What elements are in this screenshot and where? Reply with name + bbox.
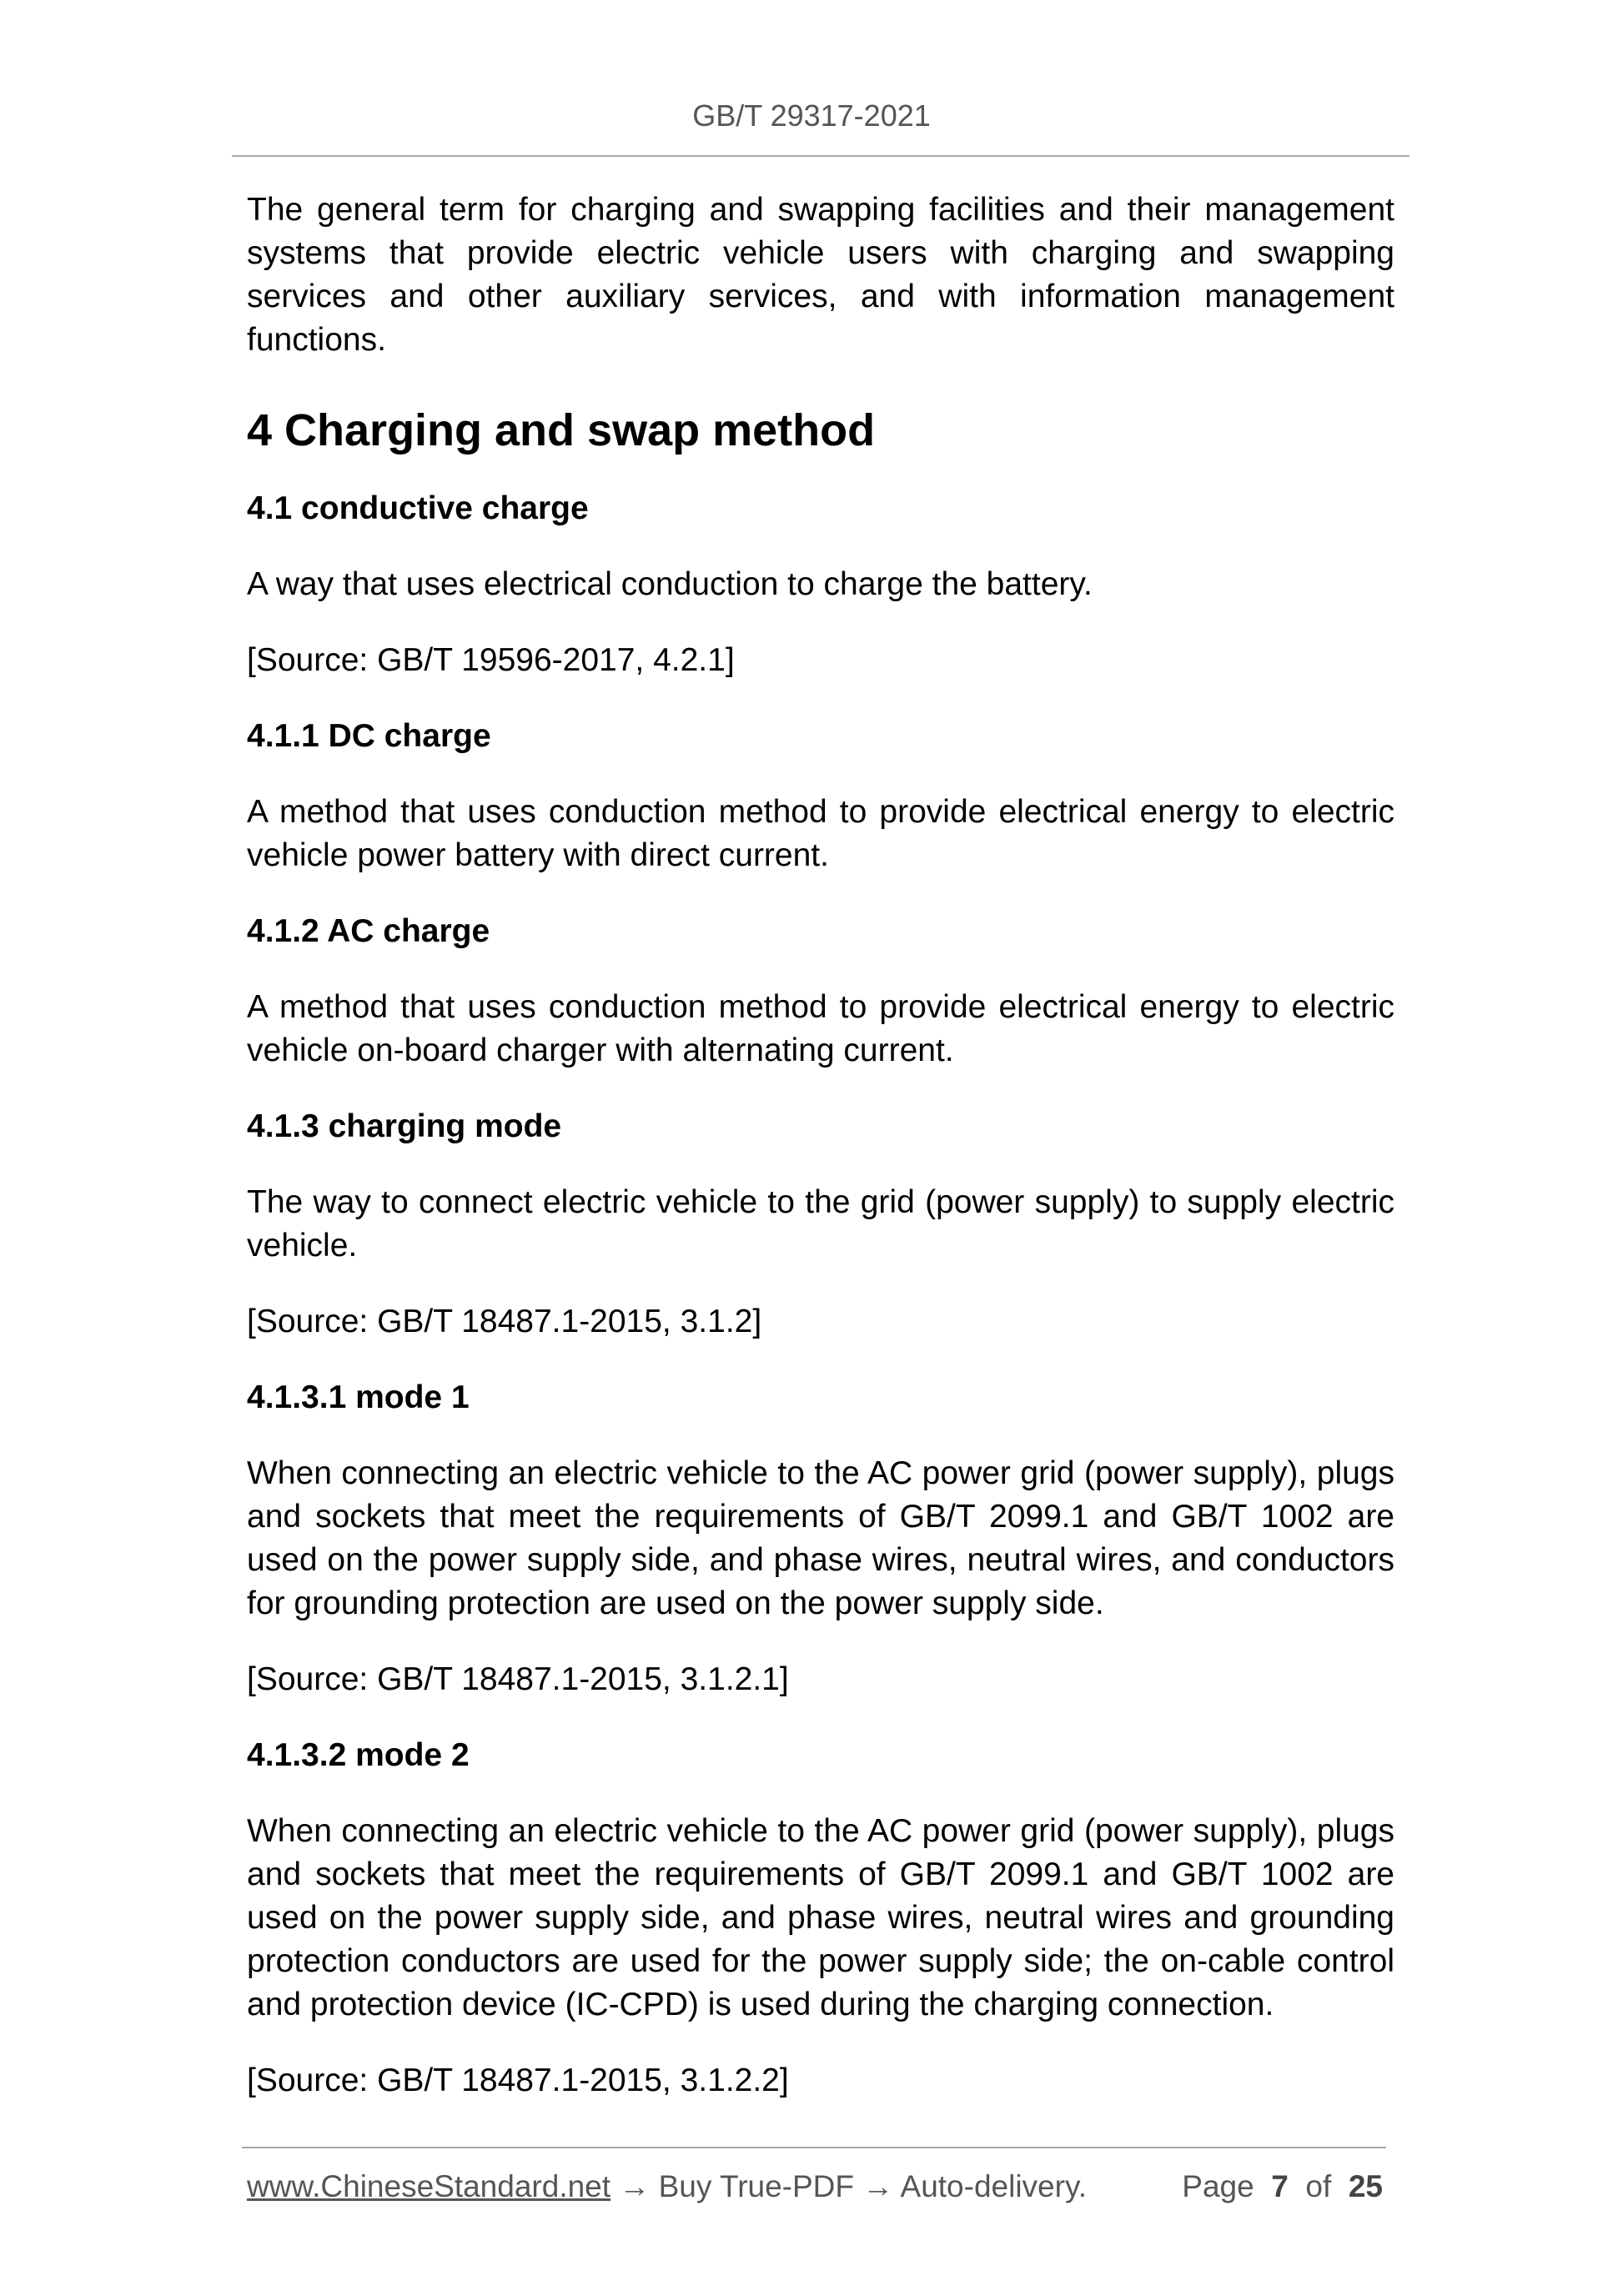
section-4-1-3-1-text: When connecting an electric vehicle to the AC power grid (power supply), plugs and sockets that meet the requirements of GB/T 2099.1 and GB/T 1002 are used on the power supply side, and phase wires, neutral wires, and conductors for grounding protection are used on the power supply side. [247,1455,1394,1621]
section-4-heading: 4 Charging and swap method [247,405,876,455]
footer-promo [247,2169,1087,2204]
section-4-1-3-1-source: [Source: GB/T 18487.1-2015, 3.1.2.1] [247,1661,789,1697]
section-4-1-3-1-heading: 4.1.3.1 mode 1 [247,1379,470,1415]
page-footer [247,2169,1383,2208]
header-divider [232,155,1409,157]
section-4-1-3-heading: 4.1.3 charging mode [247,1108,562,1144]
section-4-1-2-text: A method that uses conduction method to provide electrical energy to electric vehicle on-board charger with alternating current. [247,989,1394,1068]
section-4-1-1-text: A method that uses conduction method to provide electrical energy to electric vehicle power battery with direct current. [247,794,1394,873]
page-label: Page [1182,2169,1254,2203]
section-4-1-1-heading: 4.1.1 DC charge [247,718,491,754]
total-pages: 25 [1348,2169,1383,2203]
page-indicator [1182,2169,1383,2204]
footer-promo-text: → Buy True-PDF → Auto-delivery. [611,2169,1087,2203]
section-4-1-3-2-source: [Source: GB/T 18487.1-2015, 3.1.2.2] [247,2062,789,2098]
section-4-1-3-2-heading: 4.1.3.2 mode 2 [247,1737,470,1773]
document-header-title: GB/T 29317-2021 [692,98,931,133]
page-content [247,188,1394,2103]
section-4-1-source: [Source: GB/T 19596-2017, 4.2.1] [247,642,735,678]
footer-divider [242,2147,1386,2148]
section-4-1-3-2-text: When connecting an electric vehicle to the AC power grid (power supply), plugs and sockets that meet the requirements of GB/T 2099.1 and GB/T 1002 are used on the power supply side, and phase wires, neutral wires and grounding protection conductors are used for the power supply side; the on-cable control and protection device (IC-CPD) is used during the charging connection. [247,1813,1394,2022]
chinesestandard-link[interactable]: www.ChineseStandard.net [247,2169,611,2203]
section-4-1-2-heading: 4.1.2 AC charge [247,913,490,949]
of-label: of [1305,2169,1332,2203]
section-4-1-heading: 4.1 conductive charge [247,490,589,526]
intro-paragraph: The general term for charging and swapping facilities and their management systems that provide electric vehicle users with charging and swapping services and other auxiliary services, and with information management functions. [247,192,1394,358]
section-4-1-3-text: The way to connect electric vehicle to the grid (power supply) to supply electric vehicle. [247,1184,1394,1264]
section-4-1-3-source: [Source: GB/T 18487.1-2015, 3.1.2] [247,1304,762,1339]
page-number: 7 [1271,2169,1289,2203]
section-4-1-text: A way that uses electrical conduction to charge the battery. [247,566,1093,602]
